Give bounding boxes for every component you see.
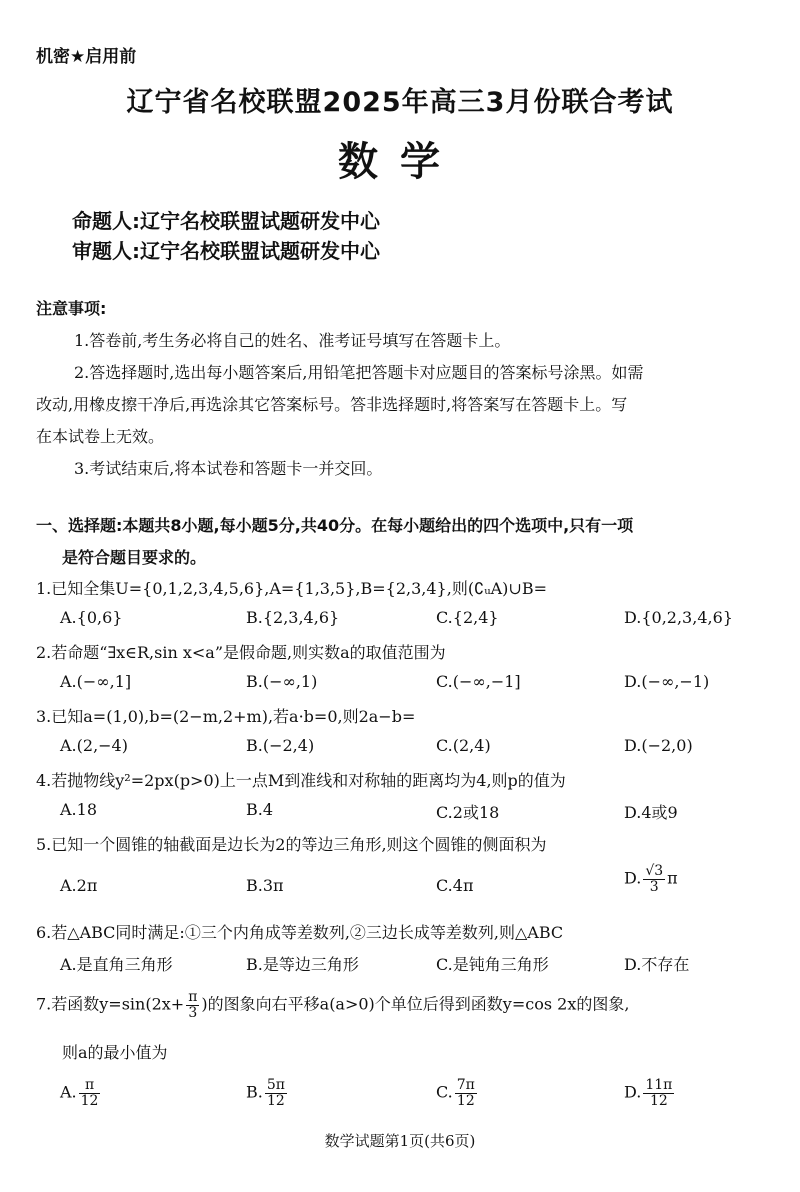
- question-1-option-b: B.{2,3,4,6}: [246, 608, 340, 627]
- fraction: [643, 1078, 674, 1108]
- question-4-option-a: A.18: [60, 800, 97, 819]
- notice-item-3: 3.考试结束后,将本试卷和答题卡一并交回。: [74, 459, 383, 478]
- fraction-numerator: π: [188, 989, 198, 1005]
- question-5-option-a: A.2π: [60, 876, 98, 895]
- question-4-option-b: B.4: [246, 800, 274, 819]
- exam-title: 辽宁省名校联盟2025年高三3月份联合考试: [126, 87, 674, 118]
- question-1-option-d: D.{0,2,3,4,6}: [624, 608, 733, 627]
- stem-part: )的图象向右平移a(a>0)个单位后得到函数y=cos 2x的图象,: [201, 994, 630, 1014]
- question-6-stem: 6.若△ABC同时满足:①三个内角成等差数列,②三边长成等差数列,则△ABC: [36, 923, 564, 942]
- fraction-denominator: 12: [266, 1092, 285, 1109]
- question-5-option-b: B.3π: [246, 876, 284, 895]
- question-3-option-d: D.(−2,0): [624, 736, 693, 755]
- confidential-label: 机密★启用前: [36, 47, 137, 67]
- reviewer-line: 审题人:辽宁名校联盟试题研发中心: [72, 239, 380, 263]
- subject-title: 数学: [338, 139, 462, 185]
- section-heading-line-2: 是符合题目要求的。: [62, 548, 207, 567]
- fraction: [186, 990, 199, 1020]
- question-7-option-b: [246, 1078, 289, 1108]
- question-2-stem: 2.若命题“∃x∈R,sin x<a”是假命题,则实数a的取值范围为: [36, 643, 446, 662]
- notice-heading: 注意事项:: [36, 299, 107, 318]
- fraction-denominator: 3: [649, 878, 659, 895]
- question-4-option-d: D.4或9: [624, 803, 678, 822]
- question-7-stem-line-2: 则a的最小值为: [62, 1043, 168, 1062]
- question-5-option-c: C.4π: [436, 876, 474, 895]
- fraction-denominator: 12: [456, 1092, 475, 1109]
- pi-symbol: π: [667, 868, 678, 888]
- question-7-stem: [36, 990, 629, 1020]
- question-7-option-d: [624, 1078, 676, 1108]
- fraction: [79, 1078, 101, 1108]
- question-2-option-d: D.(−∞,−1): [624, 672, 710, 691]
- fraction-numerator: 7π: [456, 1077, 475, 1093]
- fraction-numerator: 11π: [645, 1077, 673, 1093]
- question-7-option-c: [436, 1078, 479, 1108]
- notice-item-2-line-3: 在本试卷上无效。: [36, 427, 165, 446]
- question-2-option-c: C.(−∞,−1]: [436, 672, 521, 691]
- fraction-numerator: 5π: [266, 1077, 285, 1093]
- fraction-numerator: √3: [645, 863, 664, 879]
- option-label: D.: [624, 868, 642, 888]
- fraction-denominator: 12: [80, 1092, 99, 1109]
- stem-part: 7.若函数y=sin(2x+: [36, 994, 185, 1014]
- page-footer: 数学试题第1页(共6页): [324, 1132, 476, 1150]
- option-label: B.: [246, 1082, 263, 1102]
- question-6-option-c: C.是钝角三角形: [436, 955, 549, 974]
- question-3-stem: 3.已知a=(1,0),b=(2−m,2+m),若a·b=0,则2a−b=: [36, 707, 416, 726]
- question-4-option-c: C.2或18: [436, 803, 500, 822]
- fraction-denominator: 3: [188, 1004, 198, 1021]
- question-6-option-a: A.是直角三角形: [60, 955, 173, 974]
- fraction-numerator: π: [79, 1078, 101, 1094]
- fraction: [265, 1078, 287, 1108]
- question-3-option-a: A.(2,−4): [60, 736, 128, 755]
- question-5-option-d: [624, 864, 678, 894]
- fraction-denominator: 12: [649, 1092, 668, 1109]
- question-1-option-c: C.{2,4}: [436, 608, 499, 627]
- question-6-option-b: B.是等边三角形: [246, 955, 359, 974]
- question-3-option-b: B.(−2,4): [246, 736, 315, 755]
- question-5-stem: 5.已知一个圆锥的轴截面是边长为2的等边三角形,则这个圆锥的侧面积为: [36, 835, 547, 854]
- option-label: A.: [60, 1082, 77, 1102]
- fraction: [643, 864, 665, 894]
- question-6-option-d: D.不存在: [624, 955, 690, 974]
- question-7-option-a: [60, 1078, 102, 1108]
- fraction: [455, 1078, 477, 1108]
- option-label: C.: [436, 1082, 453, 1102]
- option-label: D.: [624, 1082, 642, 1102]
- question-2-option-b: B.(−∞,1): [246, 672, 318, 691]
- notice-item-1: 1.答卷前,考生务必将自己的姓名、准考证号填写在答题卡上。: [74, 331, 511, 350]
- notice-item-2-line-2: 改动,用橡皮擦干净后,再选涂其它答案标号。答非选择题时,将答案写在答题卡上。写: [36, 395, 628, 414]
- setter-line: 命题人:辽宁名校联盟试题研发中心: [72, 209, 380, 233]
- question-1-option-a: A.{0,6}: [60, 608, 123, 627]
- section-heading-line-1: 一、选择题:本题共8小题,每小题5分,共40分。在每小题给出的四个选项中,只有一项: [36, 516, 634, 535]
- question-4-stem: 4.若抛物线y²=2px(p>0)上一点M到准线和对称轴的距离均为4,则p的值为: [36, 771, 566, 790]
- question-2-option-a: A.(−∞,1]: [60, 672, 132, 691]
- question-1-stem: 1.已知全集U={0,1,2,3,4,5,6},A={1,3,5},B={2,3,4},则(∁ᵤA)∪B=: [36, 579, 547, 598]
- question-3-option-c: C.(2,4): [436, 736, 491, 755]
- notice-item-2-line-1: 2.答选择题时,选出每小题答案后,用铅笔把答题卡对应题目的答案标号涂黑。如需: [74, 363, 644, 382]
